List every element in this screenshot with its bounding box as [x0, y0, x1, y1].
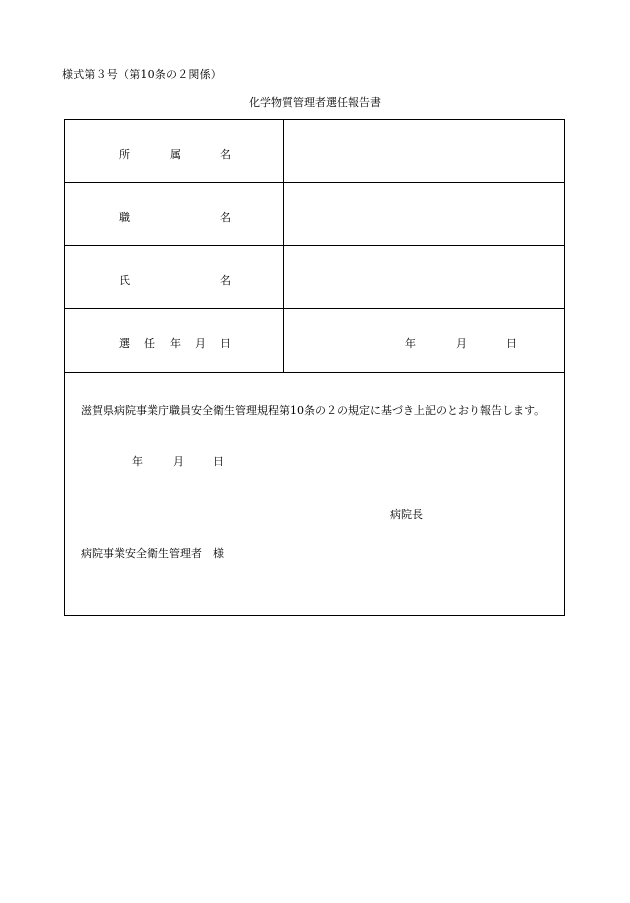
appointment-label-char-4: 月	[195, 337, 206, 350]
appointment-label-char-2: 任	[144, 337, 155, 350]
name-value-field[interactable]	[284, 246, 564, 308]
position-value-field[interactable]	[284, 183, 564, 245]
position-label-char-2: 名	[220, 211, 231, 224]
affiliation-value-field[interactable]	[284, 120, 564, 182]
position-label-cell	[65, 183, 284, 245]
affiliation-label-char-3: 名	[220, 148, 231, 161]
report-month-label: 月	[173, 455, 184, 468]
affiliation-label-char-2: 属	[170, 148, 181, 161]
report-statement-block	[65, 373, 564, 615]
appointment-year-label: 年	[405, 337, 416, 350]
report-year-label: 年	[132, 455, 143, 468]
name-label-char-2: 名	[220, 274, 231, 287]
hospital-director-label: 病院長	[390, 508, 423, 521]
affiliation-label-char-1: 所	[119, 148, 130, 161]
addressee-label: 病院事業安全衛生管理者 様	[81, 547, 224, 560]
affiliation-label-cell	[65, 120, 284, 182]
appointment-label-char-5: 日	[220, 337, 231, 350]
position-label-char-1: 職	[119, 211, 130, 224]
form-number: 様式第３号（第10条の２関係）	[62, 68, 222, 81]
report-day-label: 日	[213, 455, 224, 468]
appointment-date-value-field[interactable]	[284, 309, 564, 372]
name-label-cell	[65, 246, 284, 308]
report-form-table	[64, 119, 565, 616]
affiliation-row	[65, 120, 564, 183]
position-row	[65, 183, 564, 246]
appointment-day-label: 日	[506, 337, 517, 350]
report-statement: 滋賀県病院事業庁職員安全衛生管理規程第10条の２の規定に基づき上記のとおり報告します。	[81, 404, 546, 417]
name-label-char-1: 氏	[119, 274, 130, 287]
name-row	[65, 246, 564, 309]
appointment-date-label-cell	[65, 309, 284, 372]
appointment-date-row	[65, 309, 564, 373]
appointment-label-char-3: 年	[170, 337, 181, 350]
appointment-month-label: 月	[456, 337, 467, 350]
document-title: 化学物質管理者選任報告書	[249, 96, 381, 109]
appointment-label-char-1: 選	[119, 337, 130, 350]
